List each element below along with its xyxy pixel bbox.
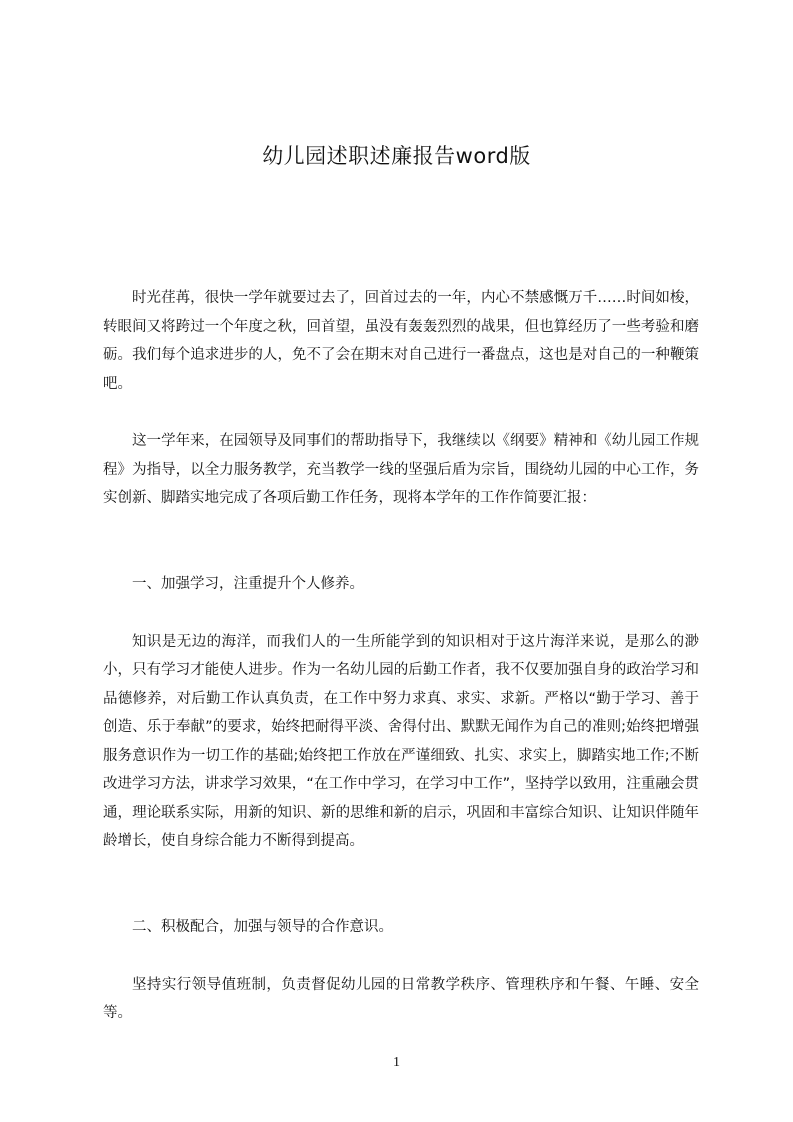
section-heading-1: 一、加强学习，注重提升个人修养。 [132, 576, 364, 592]
page-number: 1 [393, 1055, 400, 1070]
document-title: 幼儿园述职述廉报告word版 [262, 144, 531, 168]
paragraph-gap [103, 398, 699, 427]
paragraph-learning: 知识是无边的海洋，而我们人的一生所能学到的知识相对于这片海洋来说，是那么的渺小，只有学习才能使人进步。作为一名幼儿园的后勤工作者，我不仅要加强自身的政治学习和品德修养，对后勤工作认真负责，在工作中努力求真、求实、求新。严格以“勤于学习、善于创造、乐于奉献”的要求，始终把耐得平淡、舍得付出、默默无闻作为自己的准则;始终把增强服务意识作为一切工作的基础;始终把工作放在严谨细致、扎实、求实上，脚踏实地工作;不断改进学习方法，讲求学习效果，“在工作中学习，在学习中工作”，坚持学以致用，注重融会贯通，理论联系实际，用新的知识、新的思维和新的启示，巩固和丰富综合知识、让知识伴随年龄增长，使自身综合能力不断得到提高。 [103, 633, 699, 849]
paragraph-duty: 坚持实行领导值班制，负责督促幼儿园的日常教学秩序、管理秩序和午餐、午睡、安全等。 [103, 976, 699, 1021]
document-body [103, 284, 699, 1028]
paragraph-gap [103, 942, 699, 971]
paragraph-gap [103, 599, 699, 628]
paragraph-gap [103, 884, 699, 913]
paragraph-gap [103, 541, 699, 570]
section-heading-2: 二、积极配合，加强与领导的合作意识。 [132, 919, 393, 935]
paragraph-intro: 时光荏苒，很快一学年就要过去了，回首过去的一年，内心不禁感慨万千……时间如梭，转眼间又将跨过一个年度之秋，回首望，虽没有轰轰烈烈的战果，但也算经历了一些考验和磨砺。我们每个追求进步的人，免不了会在期末对自己进行一番盘点，这也是对自己的一种鞭策吧。 [103, 290, 699, 392]
paragraph-overview: 这一学年来，在园领导及同事们的帮助指导下，我继续以《纲要》精神和《幼儿园工作规程》为指导，以全力服务教学，充当教学一线的坚强后盾为宗旨，围绕幼儿园的中心工作，务实创新、脚踏实地完成了各项后勤工作任务，现将本学年的工作作简要汇报： [103, 433, 699, 506]
